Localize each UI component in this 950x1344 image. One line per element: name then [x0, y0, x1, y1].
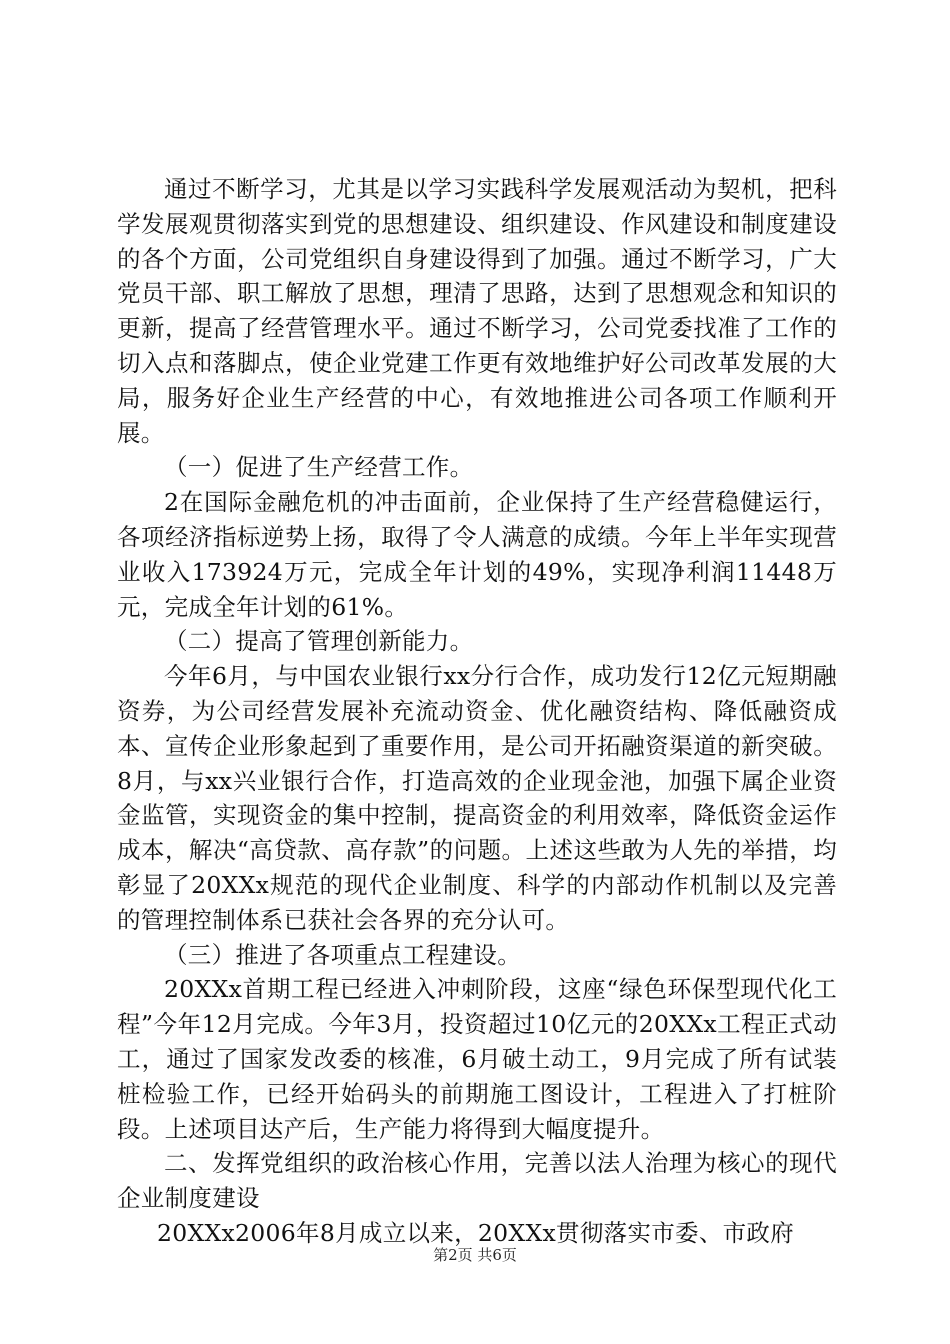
section-heading-party-role: 二、发挥党组织的政治核心作用，完善以法人治理为核心的现代企业制度建设	[117, 1149, 837, 1213]
section-heading-management: （二）提高了管理创新能力。	[164, 627, 474, 656]
section-heading-engineering: （三）推进了各项重点工程建设。	[164, 940, 521, 969]
page-footer: 第2页 共6页	[433, 1246, 517, 1264]
paragraph-engineering: 20XXx首期工程已经进入冲刺阶段，这座“绿色环保型现代化工程”今年12月完成。今年3月，投资超过10亿元的20XXx工程正式动工，通过了国家发改委的核准，6月破土动工，9月完成了所有试装桩检验工作，已经开始码头的前期施工图设计，工程进入了打桩阶段。上述项目达产后，生产能力将得到大幅度提升。	[117, 975, 837, 1143]
paragraph-production: 2在国际金融危机的冲击面前，企业保持了生产经营稳健运行，各项经济指标逆势上扬，取得了令人满意的成绩。今年上半年实现营业收入173924万元，完成全年计划的49%，实现净利润11448万元，完成全年计划的61%。	[117, 488, 837, 621]
paragraph-study: 通过不断学习，尤其是以学习实践科学发展观活动为契机，把科学发展观贯彻落实到党的思想建设、组织建设、作风建设和制度建设的各个方面，公司党组织自身建设得到了加强。通过不断学习，广大党员干部、职工解放了思想，理清了思路，达到了思想观念和知识的更新，提高了经营管理水平。通过不断学习，公司党委找准了工作的切入点和落脚点，使企业党建工作更有效地维护好公司改革发展的大局，服务好企业生产经营的中心，有效地推进公司各项工作顺利开展。	[117, 175, 837, 447]
section-heading-production: （一）促进了生产经营工作。	[164, 453, 474, 482]
paragraph-founding: 20XXx2006年8月成立以来，20XXx贯彻落实市委、市政府	[156, 1218, 795, 1247]
paragraph-management: 今年6月，与中国农业银行xx分行合作，成功发行12亿元短期融资券，为公司经营发展补充流动资金、优化融资结构、降低融资成本、宣传企业形象起到了重要作用，是公司开拓融资渠道的新突破。8月，与xx兴业银行合作，打造高效的企业现金池，加强下属企业资金监管，实现资金的集中控制，提高资金的利用效率，降低资金运作成本，解决“高贷款、高存款”的问题。上述这些敢为人先的举措，均彰显了20XXx规范的现代企业制度、科学的内部动作机制以及完善的管理控制体系已获社会各界的充分认可。	[117, 662, 837, 934]
document-body	[117, 172, 837, 1251]
